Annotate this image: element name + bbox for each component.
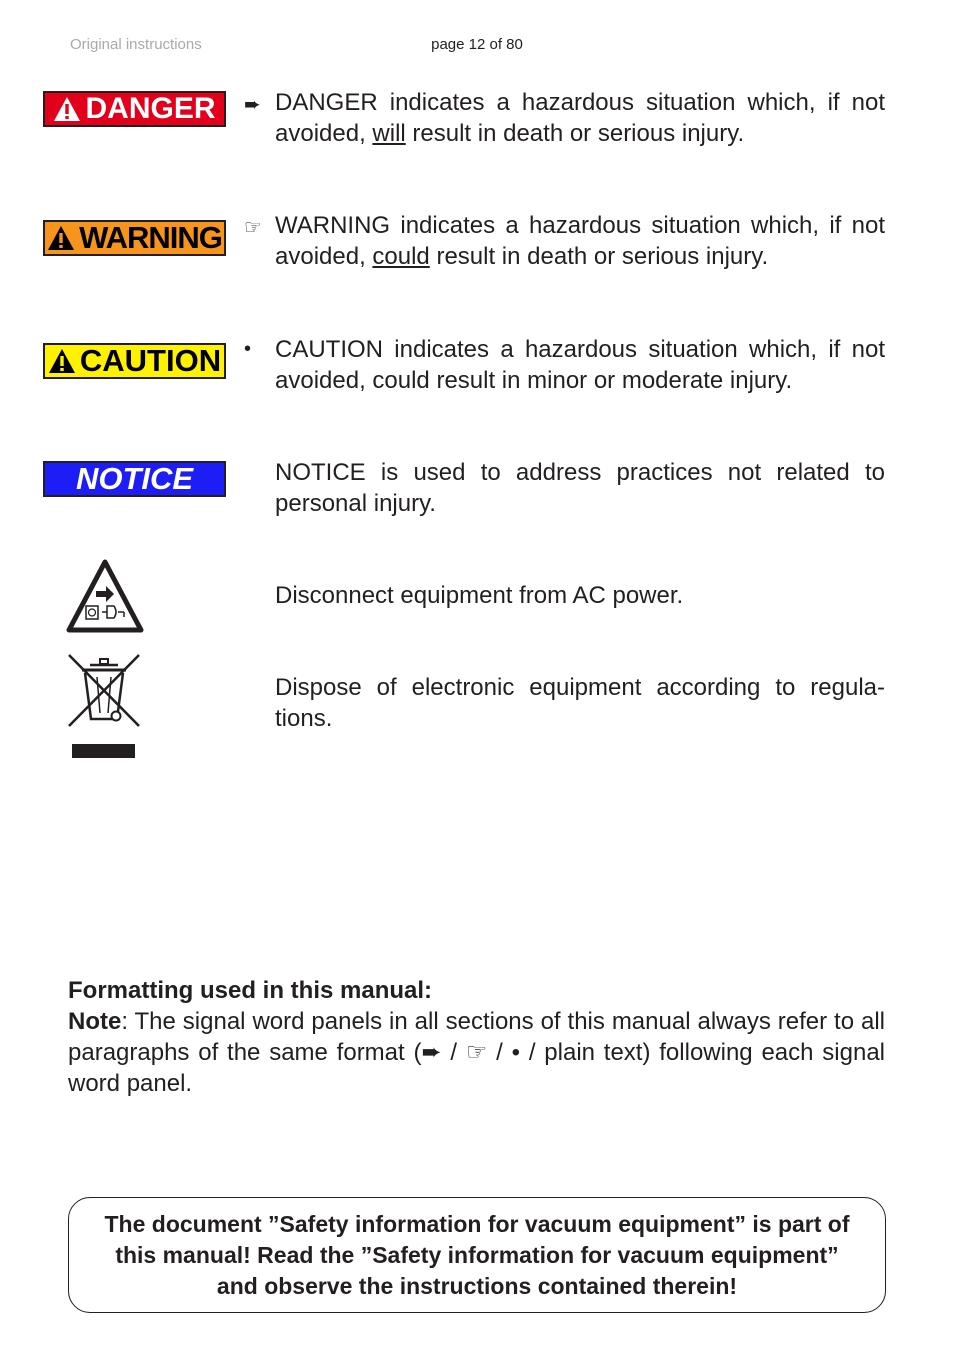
formatting-section bbox=[68, 975, 885, 1099]
pointing-hand-bullet-icon: ☞ bbox=[244, 217, 262, 239]
danger-panel bbox=[43, 91, 226, 127]
header-title: Original instructions bbox=[70, 36, 202, 53]
dot-bullet-icon: • bbox=[244, 338, 252, 360]
caution-panel bbox=[43, 343, 226, 379]
safety-info-box bbox=[68, 1197, 886, 1313]
caution-label: CAUTION bbox=[79, 343, 222, 378]
warning-triangle-icon bbox=[47, 224, 75, 252]
warning-triangle-icon bbox=[48, 347, 76, 375]
page-number: page 12 of 80 bbox=[431, 36, 523, 53]
safety-info-text: The document ”Safety information for vacuum equipment” is part of this manual! Read the ”Safety information for vacuum equipment” and observe the instructions contained therein! bbox=[104, 1210, 850, 1299]
formatting-note: Note: The signal word panels in all sections of this manual always refer to all paragraphs of the same format (➨ / ☞ / • / plain text) following each signal word panel. bbox=[68, 1008, 885, 1097]
notice-text: NOTICE is used to address practices not related to personal injury. bbox=[275, 459, 885, 517]
notice-panel bbox=[43, 461, 226, 497]
arrow-bullet-icon: ➨ bbox=[244, 94, 261, 116]
warning-panel bbox=[43, 220, 226, 256]
caution-text: CAUTION indicates a hazardous situation which, if not avoided, could result in minor or moderate injury. bbox=[275, 336, 885, 394]
notice-label: NOTICE bbox=[75, 461, 194, 496]
warning-triangle-icon bbox=[53, 95, 81, 123]
disconnect-power-icon bbox=[66, 559, 144, 635]
warning-label: WARNING bbox=[79, 220, 222, 255]
formatting-title: Formatting used in this manual: bbox=[68, 977, 433, 1004]
warning-text: WARNING indicates a hazardous situation which, if not avoided, could result in death or serious injury. bbox=[275, 212, 885, 270]
danger-label: DANGER bbox=[85, 92, 216, 125]
dispose-text: Dispose of electronic equipment according to regula-tions. bbox=[275, 674, 885, 732]
weee-bin-icon bbox=[66, 653, 142, 761]
disconnect-text: Disconnect equipment from AC power. bbox=[275, 582, 684, 609]
danger-text: DANGER indicates a hazardous situation which, if not avoided, will result in death or serious injury. bbox=[275, 89, 885, 147]
